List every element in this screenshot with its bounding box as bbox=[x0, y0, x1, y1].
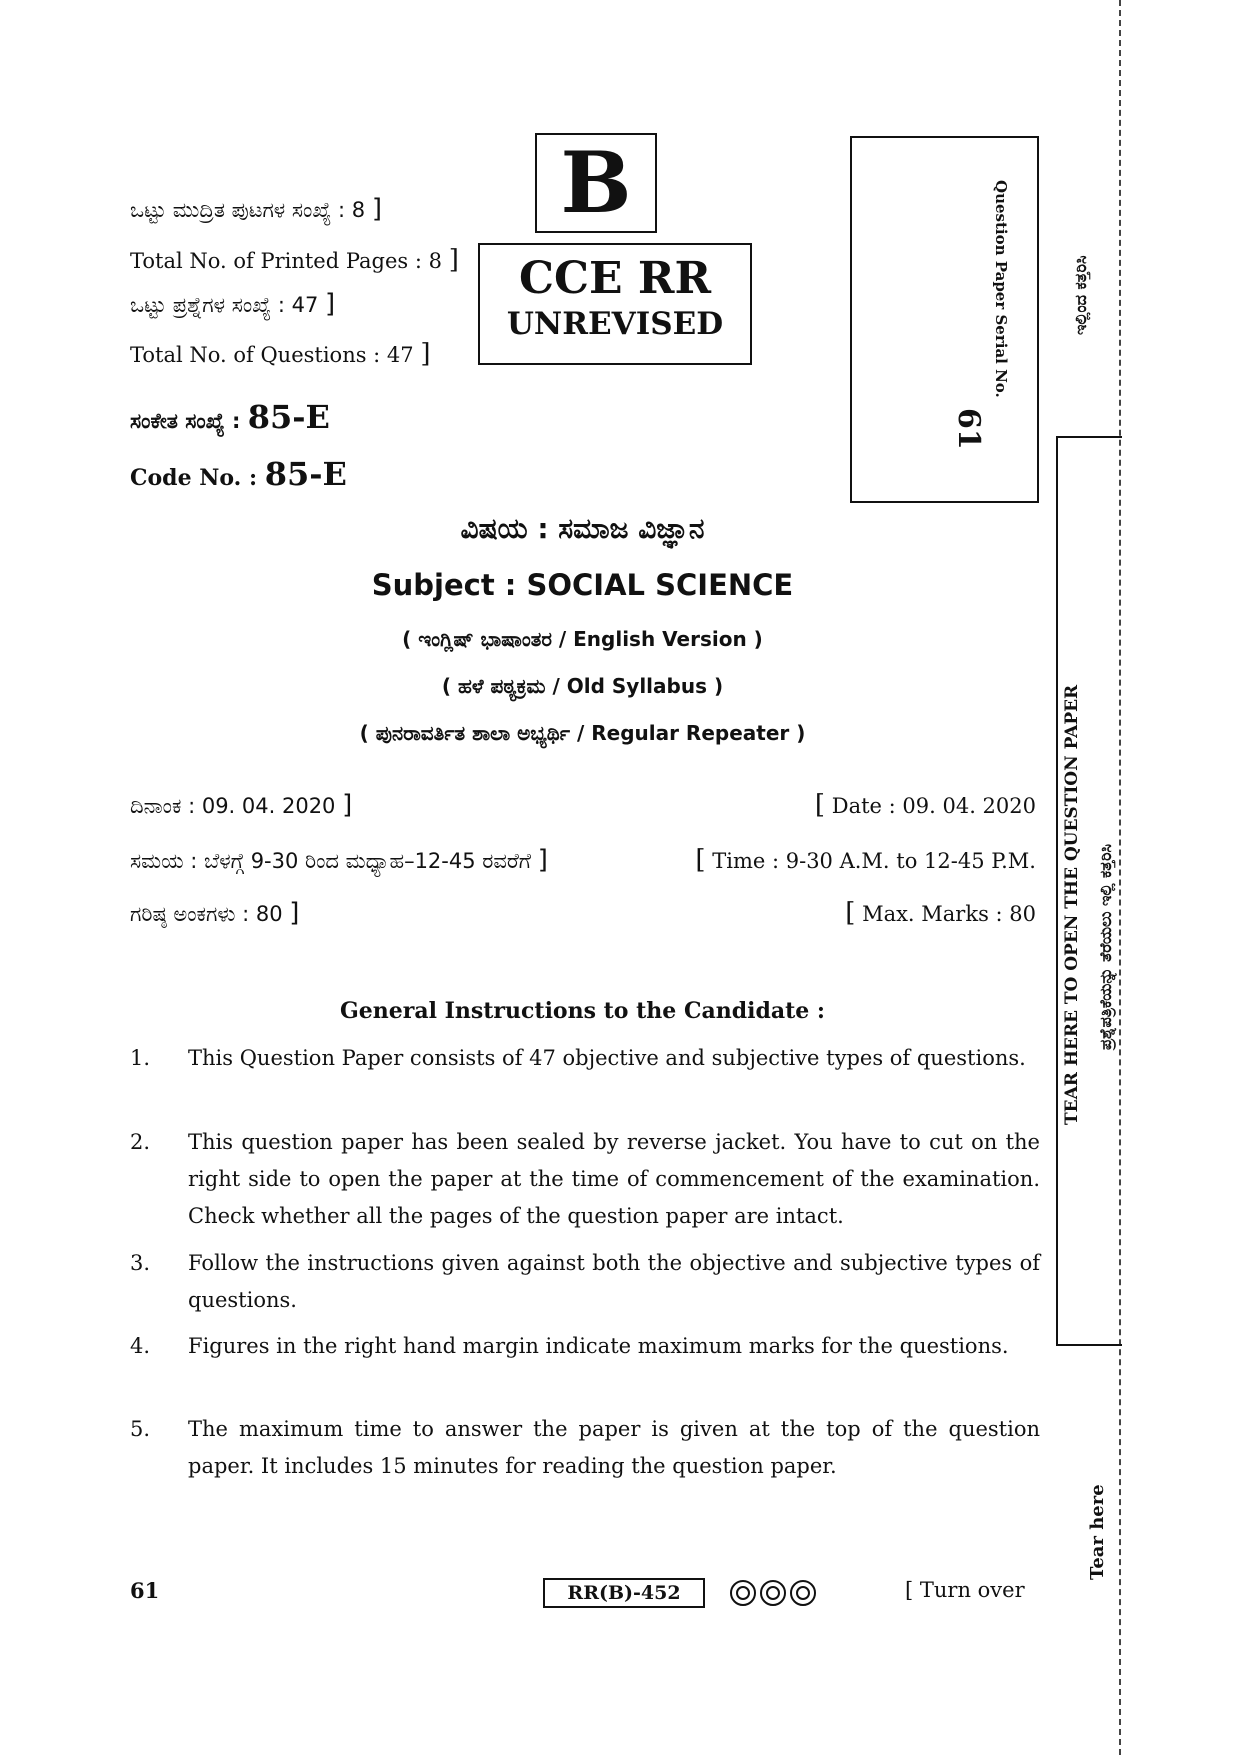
subject-kn: ವಿಷಯ : ಸಮಾಜ ವಿಜ್ಞಾನ bbox=[460, 512, 705, 545]
cce-title: CCE RR bbox=[518, 253, 712, 304]
date-kn: ದಿನಾಂಕ : 09. 04. 2020 ] bbox=[130, 790, 353, 820]
serial-box bbox=[850, 136, 1039, 503]
syllabus-line: ( ಹಳೆ ಪಠ್ಯಕ್ರಮ / Old Syllabus ) bbox=[441, 674, 724, 698]
instruction-item: 2. This question paper has been sealed by reverse jacket. You have to cut on the right side to open the paper at the time of commencement of the examination. Check whether all the pages of the question paper are intact. bbox=[130, 1130, 1040, 1228]
code-en: Code No. : 85-E bbox=[130, 455, 347, 493]
instruction-item: 5. The maximum time to answer the paper is given at the top of the question paper. It includes 15 minutes for reading the question paper. bbox=[130, 1417, 1040, 1478]
instructions-heading: General Instructions to the Candidate : bbox=[339, 998, 826, 1024]
instruction-item: 3. Follow the instructions given against both the objective and subjective types of questions. bbox=[130, 1251, 1040, 1312]
version-line: ( ಇಂಗ್ಲಿಷ್ ಭಾಷಾಂತರ / English Version ) bbox=[402, 627, 763, 651]
time-en: [ Time : 9-30 A.M. to 12-45 P.M. bbox=[695, 845, 1036, 875]
margin-cut-here-kn: ಇಲ್ಲಿಂದ ಕತ್ತರಿಸಿ bbox=[1071, 255, 1090, 335]
instruction-item: 4. Figures in the right hand margin indicate maximum marks for the questions. bbox=[130, 1334, 1009, 1358]
paper-code-box: RR(B)-452 bbox=[543, 1578, 705, 1608]
turn-over: [ Turn over bbox=[905, 1578, 1025, 1602]
code-kn: ಸಂಕೇತ ಸಂಖ್ಯೆ : 85-E bbox=[130, 398, 330, 436]
candidate-line: ( ಪುನರಾವರ್ತಿತ ಶಾಲಾ ಅಭ್ಯರ್ಥಿ / Regular Repeater ) bbox=[359, 721, 806, 745]
page-number: 61 bbox=[130, 1578, 160, 1603]
instruction-item: 1. This Question Paper consists of 47 objective and subjective types of questions. bbox=[130, 1046, 1026, 1070]
tear-here-en: TEAR HERE TO OPEN THE QUESTION PAPER bbox=[1062, 684, 1082, 1125]
subject-en: Subject : SOCIAL SCIENCE bbox=[371, 568, 794, 602]
cce-subtitle: UNREVISED bbox=[506, 306, 724, 342]
pages-kn: ಒಟ್ಟು ಮುದ್ರಿತ ಪುಟಗಳ ಸಂಖ್ಯೆ : 8 ] bbox=[130, 194, 382, 224]
series-box bbox=[535, 133, 657, 233]
cce-box bbox=[478, 243, 752, 365]
questions-en: Total No. of Questions : 47 ] bbox=[130, 339, 431, 369]
marks-kn: ಗರಿಷ್ಠ ಅಂಕಗಳು : 80 ] bbox=[130, 898, 300, 928]
registration-marks-icon bbox=[730, 1580, 820, 1610]
time-kn: ಸಮಯ : ಬೆಳಗ್ಗೆ 9-30 ರಿಂದ ಮಧ್ಯಾಹ–12-45 ರವರೆಗೆ ] bbox=[130, 845, 548, 875]
tear-here-label: Tear here bbox=[1087, 1484, 1108, 1580]
tear-here-kn: ಪ್ರಶ್ನೆಪತ್ರಿಕೆಯನ್ನು ತೆರೆಯಲು ಇಲ್ಲಿ ಕತ್ತರಿಸಿ bbox=[1096, 843, 1115, 1050]
pages-en: Total No. of Printed Pages : 8 ] bbox=[130, 245, 459, 275]
serial-value: 61 bbox=[951, 408, 986, 450]
marks-en: [ Max. Marks : 80 bbox=[845, 898, 1036, 928]
questions-kn: ಒಟ್ಟು ಪ್ರಶ್ನೆಗಳ ಸಂಖ್ಯೆ : 47 ] bbox=[130, 289, 336, 319]
serial-label: Question Paper Serial No. bbox=[992, 180, 1010, 398]
series-letter: B bbox=[560, 133, 632, 232]
date-en: [ Date : 09. 04. 2020 bbox=[814, 790, 1036, 820]
